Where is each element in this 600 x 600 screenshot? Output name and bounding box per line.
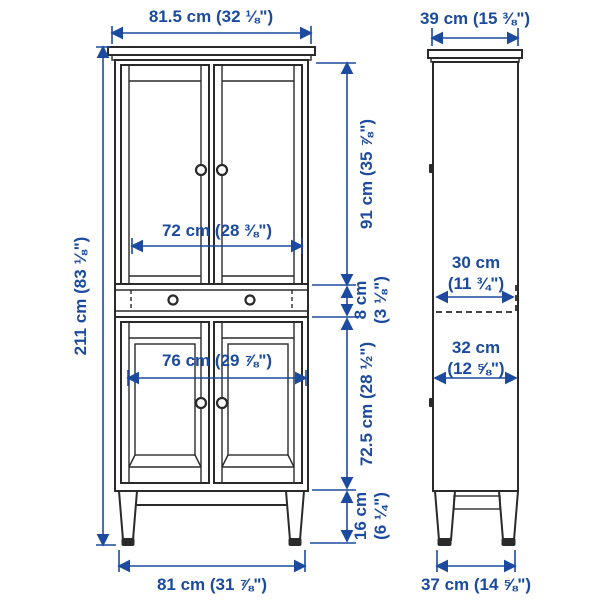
- interior-depth-label-line1: 32 cm: [451, 338, 501, 357]
- drawer-height-label-line2: (3 ⅛"): [371, 276, 390, 324]
- lower-inner-width-label: 76 cm (29 ⅞"): [161, 351, 273, 370]
- lower-section-height-label: 72.5 cm (28 ½"): [357, 341, 376, 467]
- side-depth-bottom-label: 37 cm (14 ⅝"): [420, 575, 532, 594]
- drawer-knob-right: [246, 296, 255, 305]
- shelf-depth-label-line2: (11 ¾"): [447, 274, 505, 293]
- upper-door-knob-left: [196, 165, 206, 175]
- front-foot-right: [289, 538, 302, 546]
- front-foot-left: [122, 538, 135, 546]
- interior-depth-label-line2: (12 ⅝"): [447, 359, 505, 378]
- side-knob-lower: [429, 398, 434, 407]
- front-legs: [119, 491, 304, 546]
- side-knob-upper: [429, 164, 434, 173]
- upper-section-height-label: 91 cm (35 ⅞"): [357, 118, 376, 230]
- side-view: [428, 50, 522, 546]
- upper-door-knob-right: [217, 165, 227, 175]
- front-width-top-label: 81.5 cm (32 ⅛"): [148, 7, 274, 26]
- total-height-label: 211 cm (83 ⅛"): [71, 236, 90, 356]
- side-depth-top-label: 39 cm (15 ⅜"): [419, 9, 531, 28]
- front-upper-doors: [121, 65, 302, 284]
- shelf-depth-label-line1: 30 cm: [451, 253, 501, 272]
- leg-height-label-line1: 16 cm: [351, 491, 370, 541]
- drawer-height-label-line1: 8 cm: [351, 280, 370, 320]
- side-foot-front: [438, 538, 452, 546]
- front-view: [108, 47, 315, 546]
- side-top-board: [428, 50, 522, 58]
- lower-door-knob-right: [217, 398, 227, 408]
- lower-door-knob-left: [196, 398, 206, 408]
- drawer-knob-left: [169, 296, 178, 305]
- front-top-board: [108, 47, 315, 55]
- side-foot-back: [502, 538, 516, 546]
- side-legs: [435, 491, 518, 546]
- upper-inner-width-label: 72 cm (28 ⅜"): [161, 221, 273, 240]
- leg-height-label-line2: (6 ¼"): [371, 492, 390, 540]
- front-width-bottom-label: 81 cm (31 ⅞"): [156, 575, 268, 594]
- front-drawer: [115, 284, 308, 317]
- front-lower-doors: [121, 322, 302, 483]
